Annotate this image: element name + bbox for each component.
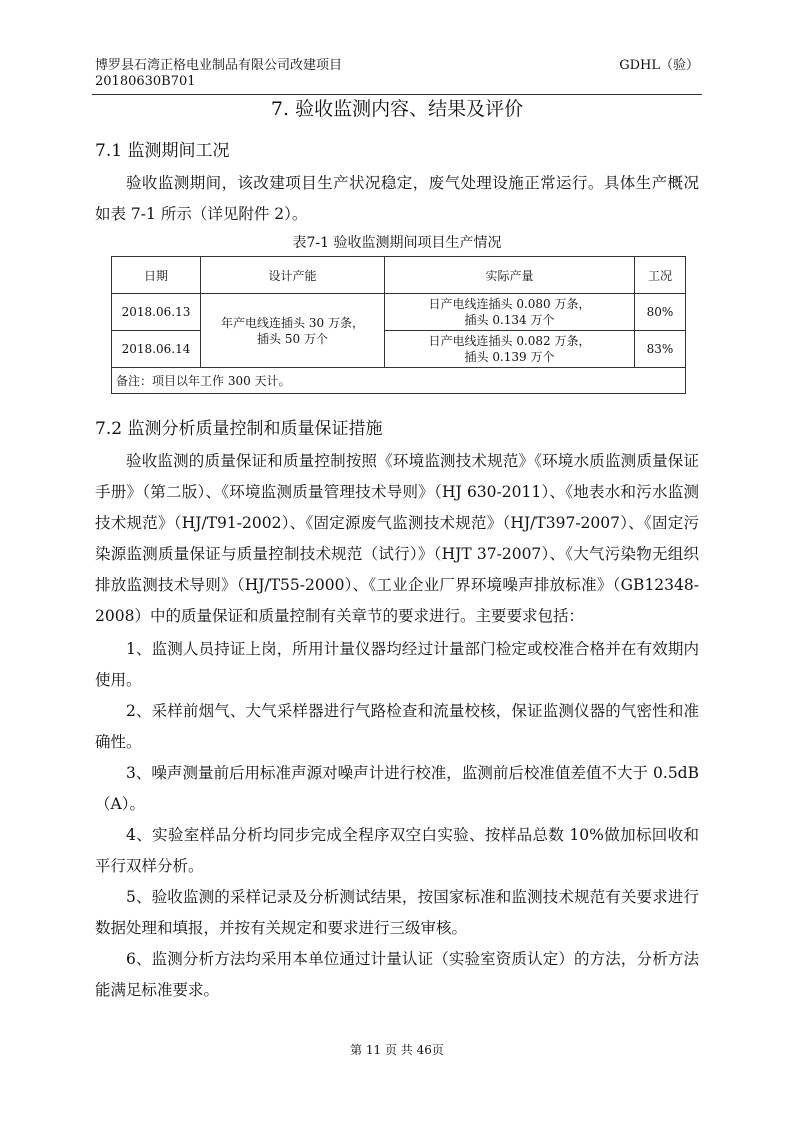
requirement-item-6: 6、监测分析方法均采用本单位通过计量认证（实验室资质认定）的方法，分析方法能满足标准要求。 — [95, 950, 699, 999]
requirement-item-1: 1、监测人员持证上岗，所用计量仪器均经过计量部门检定或校准合格并在有效期内使用。 — [95, 640, 699, 689]
table-note-row — [112, 368, 686, 394]
actual-output-line-1: 日产电线连插头 0.080 万条， — [428, 297, 591, 311]
requirement-item-5: 5、验收监测的采样记录及分析测试结果，按国家标准和监测技术规范有关要求进行数据处理和填报，并按有关规定和要求进行三级审核。 — [95, 888, 699, 937]
condition-cell: 80% — [635, 294, 686, 331]
actual-output-cell — [385, 331, 635, 368]
design-capacity-cell — [201, 294, 385, 368]
page-header-left — [95, 58, 342, 90]
table-row — [112, 294, 686, 331]
table-header-row — [112, 257, 686, 294]
page-number-footer: 第 11 页 共 46页 — [350, 1043, 444, 1057]
header-company-line: 博罗县石湾正格电业制品有限公司改建项目 — [95, 58, 343, 73]
header-doc-code: 20180630B701 — [95, 74, 196, 89]
col-header-actual-output: 实际产量 — [385, 257, 635, 294]
table-caption: 表7-1 验收监测期间项目生产情况 — [292, 235, 502, 251]
actual-output-line-1: 日产电线连插头 0.082 万条， — [428, 334, 591, 348]
design-capacity-line-1: 年产电线连插头 30 万条， — [221, 315, 364, 330]
requirement-item-2: 2、采样前烟气、大气采样器进行气路检查和流量校核，保证监测仪器的气密性和准确性。 — [95, 702, 699, 751]
header-right-label: GDHL（验） — [619, 58, 699, 73]
condition-cell: 83% — [635, 331, 686, 368]
actual-output-line-2: 插头 0.134 万个 — [464, 313, 555, 327]
col-header-design-capacity: 设计产能 — [201, 257, 385, 294]
actual-output-cell — [385, 294, 635, 331]
section-7-1-heading: 7.1 监测期间工况 — [95, 141, 230, 161]
requirement-item-3: 3、噪声测量前后用标准声源对噪声计进行校准，监测前后校准值差值不大于 0.5dB（A）。 — [95, 764, 699, 813]
date-cell: 2018.06.14 — [112, 331, 201, 368]
design-capacity-line-2: 插头 50 万个 — [257, 331, 328, 346]
chapter-title: 7. 验收监测内容、结果及评价 — [270, 98, 524, 120]
table-note: 备注：项目以年工作 300 天计。 — [112, 368, 686, 394]
section-7-2-intro: 验收监测的质量保证和质量控制按照《环境监测技术规范》《环境水质监测质量保证手册》（第二版）、《环境监测质量管理技术导则》（HJ 630-2011）、《地表水和污水监测技术规范》（HJ/T91-2002）、《固定源废气监测技术规范》（HJ/T397-2007）、《固定污染源监测质量保证与质量控制技术规范（试行）》（HJT 37-2007）、《大气污染物无组织排放监测技术导则》（HJ/T55-2000）、《工业企业厂界环境噪声排放标准》（GB12348-2008）中的质量保证和质量控制有关章节的要求进行。主要要求包括： — [95, 452, 699, 625]
col-header-date: 日期 — [112, 257, 201, 294]
table-row — [112, 331, 686, 368]
section-7-1-paragraph: 验收监测期间，该改建项目生产状况稳定，废气处理设施正常运行。具体生产概况如表 7-1 所示（详见附件 2）。 — [95, 174, 699, 223]
requirement-item-4: 4、实验室样品分析均同步完成全程序双空白实验、按样品总数 10%做加标回收和平行双样分析。 — [95, 826, 699, 875]
section-7-2-heading: 7.2 监测分析质量控制和质量保证措施 — [95, 419, 383, 439]
col-header-condition: 工况 — [635, 257, 686, 294]
production-table — [111, 256, 686, 394]
header-divider — [92, 94, 702, 95]
actual-output-line-2: 插头 0.139 万个 — [464, 350, 555, 364]
date-cell: 2018.06.13 — [112, 294, 201, 331]
